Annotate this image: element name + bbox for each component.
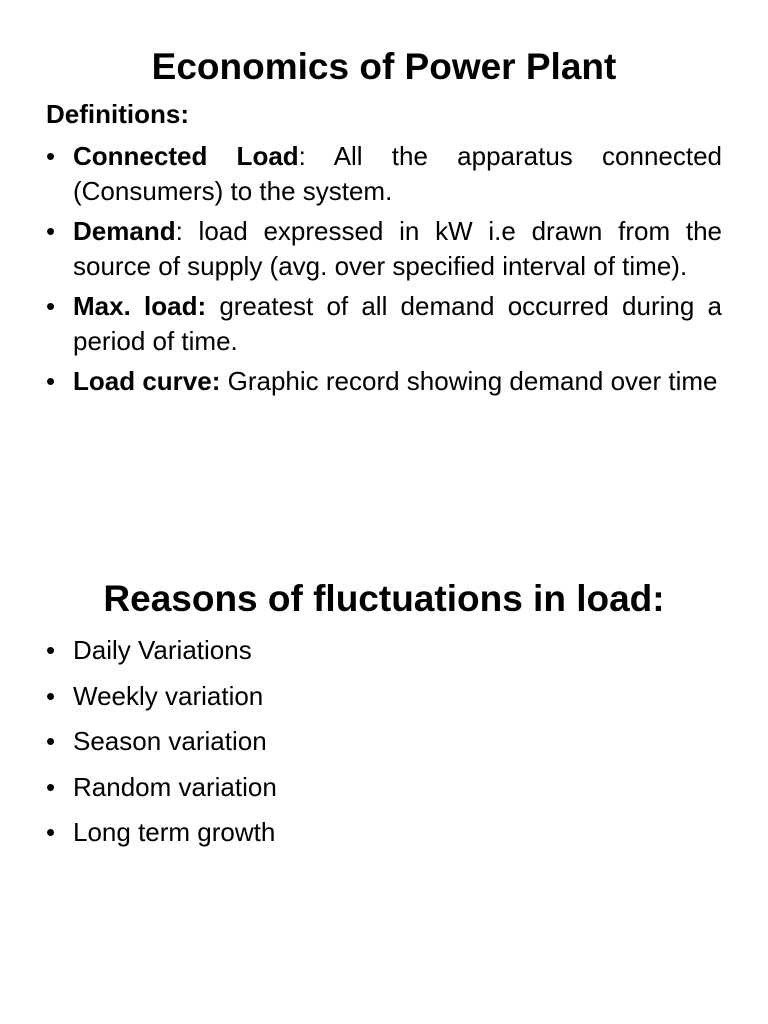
reason-item [46, 679, 722, 714]
bullet-icon: • [46, 291, 56, 321]
bullet-icon: • [46, 680, 56, 711]
reason-item [46, 724, 722, 759]
reason-text: Season variation [73, 726, 267, 756]
definition-separator [206, 291, 219, 321]
definition-item-max-load [46, 289, 722, 358]
definition-separator: : [298, 141, 334, 171]
bullet-icon: • [46, 366, 56, 396]
reason-text: Long term growth [73, 817, 276, 847]
page-title: Economics of Power Plant [151, 46, 617, 87]
definition-text: All the apparatus connected (Consumers) to the system. [73, 141, 723, 206]
bullet-icon: • [46, 141, 56, 171]
definition-term: Demand [73, 216, 176, 246]
reasons-list [46, 633, 722, 861]
definition-text: Graphic record showing demand over time [227, 366, 718, 396]
definition-text: greatest of all demand occurred during a period of time. [73, 291, 722, 356]
reason-text: Random variation [73, 771, 277, 802]
bullet-icon: • [46, 635, 56, 665]
definition-term: Connected Load [73, 141, 299, 171]
reason-item [46, 770, 722, 805]
bullet-icon: • [46, 216, 56, 246]
definition-separator: : [175, 216, 199, 246]
bullet-icon: • [46, 726, 56, 756]
reason-text: Daily Variations [73, 635, 252, 665]
definition-term: Max. load: [73, 291, 207, 321]
definition-item-connected-load [46, 139, 722, 208]
bullet-icon: • [46, 817, 56, 847]
definitions-list [46, 139, 722, 405]
reason-item [46, 815, 722, 850]
definition-separator [220, 366, 227, 396]
definitions-heading: Definitions: [46, 99, 189, 129]
definition-term: Load curve: [73, 366, 221, 396]
reasons-heading: Reasons of fluctuations in load: [103, 578, 665, 619]
definition-item-demand [46, 214, 722, 283]
definition-item-load-curve [46, 364, 722, 399]
reason-item [46, 633, 722, 668]
reason-text: Weekly variation [73, 680, 264, 711]
definition-text: load expressed in kW i.e drawn from the source of supply (avg. over specified interval of time). [73, 216, 723, 281]
bullet-icon: • [46, 771, 56, 802]
